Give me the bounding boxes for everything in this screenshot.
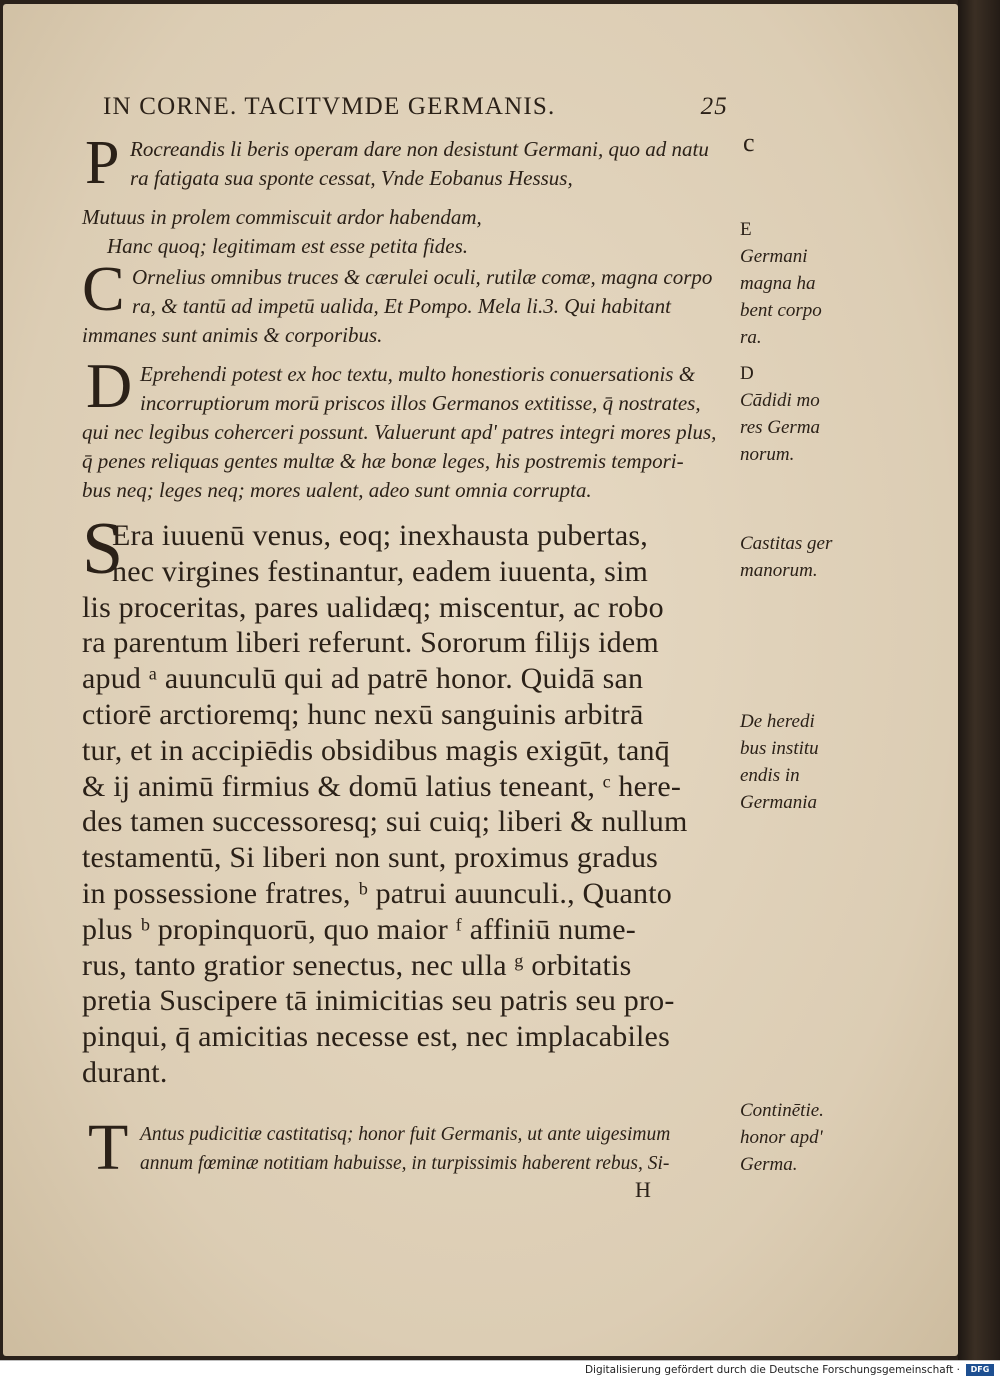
- margin-line: D: [740, 363, 754, 384]
- margin-line: bent corpo: [740, 300, 822, 321]
- text-line: immanes sunt animis & corporibus.: [82, 323, 383, 347]
- margin-line: Germania: [740, 792, 818, 813]
- dropcap-s: S: [82, 508, 124, 590]
- margin-line: ra.: [740, 327, 762, 348]
- margin-note-heredibus: [740, 708, 819, 816]
- digitization-footer: [0, 1360, 1000, 1380]
- text-line: Rocreandis li beris operam dare non desistunt Germani, quo ad natu: [130, 137, 709, 161]
- margin-line: Castitas ger: [740, 533, 833, 554]
- text-line: nec virgines festinantur, eadem iuuenta, sim: [112, 554, 649, 588]
- margin-line: E: [740, 219, 752, 240]
- page-number: 25: [700, 93, 728, 120]
- verse-line: Mutuus in prolem commiscuit ardor habendam,: [82, 205, 482, 229]
- running-head: [103, 93, 728, 121]
- running-head-title: IN CORNE. TACITVMDE GERMANIS.: [103, 93, 556, 120]
- margin-note-castitas: [740, 530, 832, 584]
- text-line: Eprehendi potest ex hoc textu, multo honestioris conuersationis &: [140, 362, 696, 386]
- verse-quote: [82, 203, 482, 261]
- text-line: durant.: [82, 1055, 168, 1089]
- text-line: qui nec legibus coherceri possunt. Valuerunt apd' patres integri mores plus,: [82, 420, 717, 444]
- margin-line: honor apd': [740, 1127, 823, 1148]
- text-line: q̄ penes reliquas gentes multæ & hæ bonæ leges, his postremis tempori-: [82, 449, 684, 473]
- paragraph-tantus: [140, 1120, 670, 1178]
- text-line: ra, & tantū ad impetū ualida, Et Pompo. Mela li.3. Qui habitant: [132, 294, 671, 318]
- text-line: pinqui, q̄ amicitias necesse est, nec implacabiles: [82, 1020, 670, 1054]
- dropcap-d: D: [86, 350, 133, 421]
- margin-line: norum.: [740, 444, 795, 465]
- book-spine: [958, 0, 1000, 1360]
- margin-note-candidi: [740, 360, 820, 468]
- text-line: des tamen successoresq; sui cuiq; liberi & nullum: [82, 805, 688, 839]
- text-line: testamentū, Si liberi non sunt, proximus gradus: [82, 841, 659, 875]
- dropcap-c: C: [82, 253, 125, 324]
- text-line: apud ᵃ auunculū qui ad patrē honor. Quidā san: [82, 662, 644, 696]
- paragraph-cornelius: [82, 263, 712, 350]
- text-line: rus, tanto gratior senectus, nec ulla ᵍ orbitatis: [82, 948, 632, 982]
- text-line: ctiorē arctioremq; hunc nexū sanguinis arbitrā: [82, 697, 644, 731]
- margin-line: endis in: [740, 765, 800, 786]
- text-line: ra parentum liberi referunt. Sororum filijs idem: [82, 626, 659, 660]
- text-line: ra fatigata sua sponte cessat, Vnde Eobanus Hessus,: [130, 166, 573, 190]
- text-line: Ornelius omnibus truces & cærulei oculi, rutilæ comæ, magna corpo: [132, 265, 713, 289]
- margin-line: Continētie.: [740, 1100, 824, 1121]
- dropcap-t: T: [88, 1111, 129, 1184]
- main-text: [82, 518, 722, 1091]
- text-line: Antus pudicitiæ castitatisq; honor fuit Germanis, ut ante uigesimum: [140, 1124, 671, 1145]
- dropcap-p: P: [85, 129, 120, 197]
- signature-mark: H: [635, 1177, 651, 1202]
- text-line: in possessione fratres, ᵇ patrui auunculi., Quanto: [82, 876, 672, 910]
- text-line: tur, et in accipiēdis obsidibus magis exigūt, tanq̄: [82, 733, 670, 767]
- text-line: pretia Suscipere tā inimicitias seu patris seu pro-: [82, 984, 675, 1018]
- text-line: incorruptiorum morū priscos illos Germanos extitisse, q̄ nostrates,: [140, 391, 701, 415]
- footer-credit: Digitalisierung gefördert durch die Deutsche Forschungsgemeinschaft ·: [584, 1364, 960, 1376]
- margin-line: Germani: [740, 246, 808, 267]
- dfg-logo: DFG: [966, 1364, 994, 1376]
- margin-line: Germa.: [740, 1154, 798, 1175]
- text-line: plus ᵇ propinquorū, quo maior ᶠ affiniū nume-: [82, 912, 636, 946]
- paragraph-deprehendi: [82, 360, 716, 505]
- margin-letter-c: c: [743, 128, 755, 157]
- verse-line: Hanc quoq; legitimam est esse petita fides.: [107, 234, 469, 258]
- text-line: lis proceritas, pares ualidæq; miscentur, ac robo: [82, 590, 664, 624]
- margin-line: magna ha: [740, 273, 816, 294]
- text-line: & ij animū firmius & domū latius teneant, ᶜ here-: [82, 769, 682, 803]
- margin-line: bus institu: [740, 738, 819, 759]
- text-line: annum fœminæ notitiam habuisse, in turpissimis haberent rebus, Si-: [140, 1153, 670, 1174]
- margin-line: manorum.: [740, 560, 818, 581]
- margin-note-continentie: [740, 1097, 824, 1178]
- margin-line: res Germa: [740, 417, 821, 438]
- paragraph-procreandis: [130, 135, 709, 193]
- margin-line: Cādidi mo: [740, 390, 820, 411]
- margin-line: De heredi: [740, 711, 815, 732]
- text-line: Era iuuenū venus, eoq; inexhausta pubertas,: [112, 519, 648, 552]
- text-line: bus neq; leges neq; mores ualent, adeo sunt omnia corrupta.: [82, 478, 592, 502]
- margin-note-germani: [740, 216, 822, 351]
